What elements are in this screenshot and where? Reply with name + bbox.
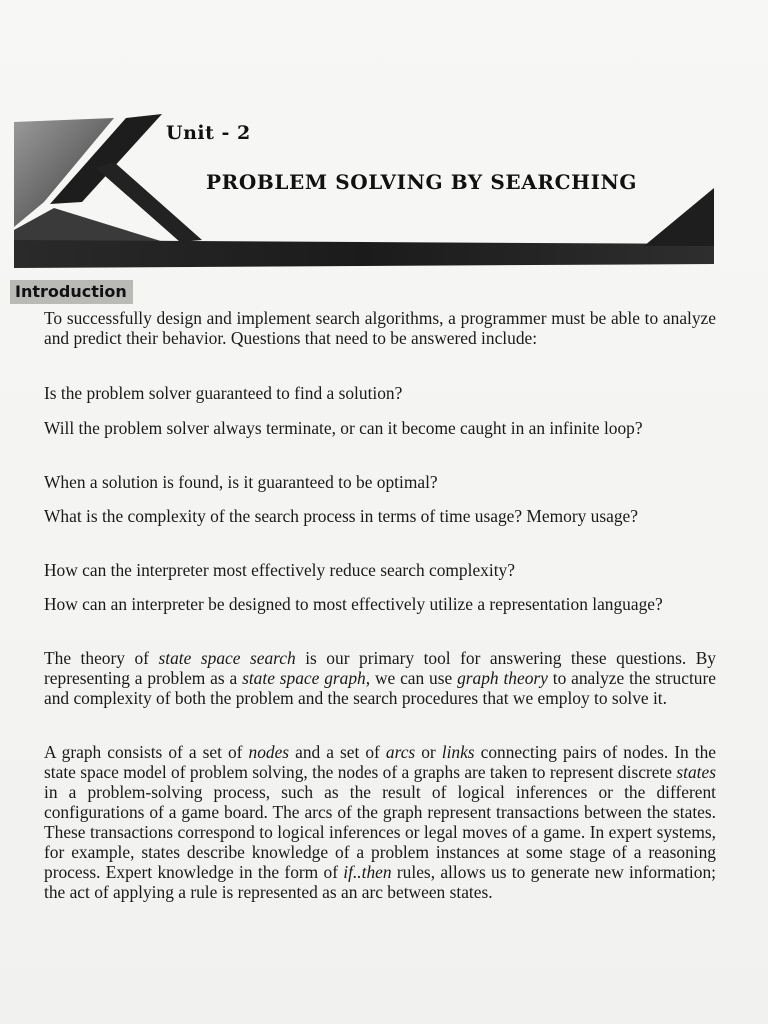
question-item xyxy=(18,472,716,492)
question-item xyxy=(18,418,716,438)
theory-term: state space search xyxy=(158,648,296,668)
theory-paragraph xyxy=(18,648,716,708)
question-item xyxy=(18,506,716,526)
graph-text: rules, allows us to generate new information; the act of applying a rule is represented as an arc between states. xyxy=(44,862,716,902)
graph-text: in a problem-solving process, such as the result of logical inferences or the different configurations of a game board. The arcs of the graph represent transactions between the states. These transactions correspond to logical inferences or legal moves of a game. In expert systems, for example, states describe knowledge of a problem instances at some stage of a reasoning process. Expert knowledge in the form of xyxy=(44,782,716,882)
question-item xyxy=(18,383,716,403)
theory-term: graph theory xyxy=(457,668,548,688)
graph-paragraph xyxy=(18,742,716,902)
section-heading: Introduction xyxy=(10,280,133,304)
question-text: How can an interpreter be designed to most effectively utilize a representation language? xyxy=(44,594,663,614)
question-item xyxy=(18,560,716,580)
theory-text: The theory of xyxy=(44,648,159,668)
graph-text: or xyxy=(415,742,442,762)
question-text: When a solution is found, is it guaranteed to be optimal? xyxy=(44,472,438,492)
graph-term: states xyxy=(676,762,716,782)
graph-term: nodes xyxy=(248,742,290,762)
chapter-title: PROBLEM SOLVING BY SEARCHING xyxy=(206,170,638,194)
theory-text: is our primary tool for answering these questions. By representing a problem as a xyxy=(44,648,717,688)
theory-text: , we can use xyxy=(365,668,458,688)
intro-paragraph xyxy=(18,308,716,348)
graph-term: arcs xyxy=(385,742,416,762)
unit-label: Unit - 2 xyxy=(166,122,251,144)
question-text: Is the problem solver guaranteed to find a solution? xyxy=(44,383,403,403)
graph-text: and a set of xyxy=(289,742,386,762)
intro-text: To successfully design and implement search algorithms, a programmer must be able to analyze and predict their behavior. Questions that need to be answered include: xyxy=(44,308,716,348)
theory-term: state space graph xyxy=(242,668,366,688)
question-text: How can the interpreter most effectively reduce search complexity? xyxy=(44,560,515,580)
graph-term: links xyxy=(441,742,475,762)
question-text: What is the complexity of the search process in terms of time usage? Memory usage? xyxy=(44,506,638,526)
graph-text: A graph consists of a set of xyxy=(44,742,249,762)
theory-text: to analyze the structure and complexity of both the problem and the search procedures that we employ to solve it. xyxy=(44,668,716,708)
graph-text: connecting pairs of nodes. In the state space model of problem solving, the nodes of a graphs are taken to represent discrete xyxy=(44,742,717,782)
graph-term: if..then xyxy=(343,862,392,882)
question-item xyxy=(18,594,716,614)
question-text: Will the problem solver always terminate, or can it become caught in an infinite loop? xyxy=(44,418,643,438)
